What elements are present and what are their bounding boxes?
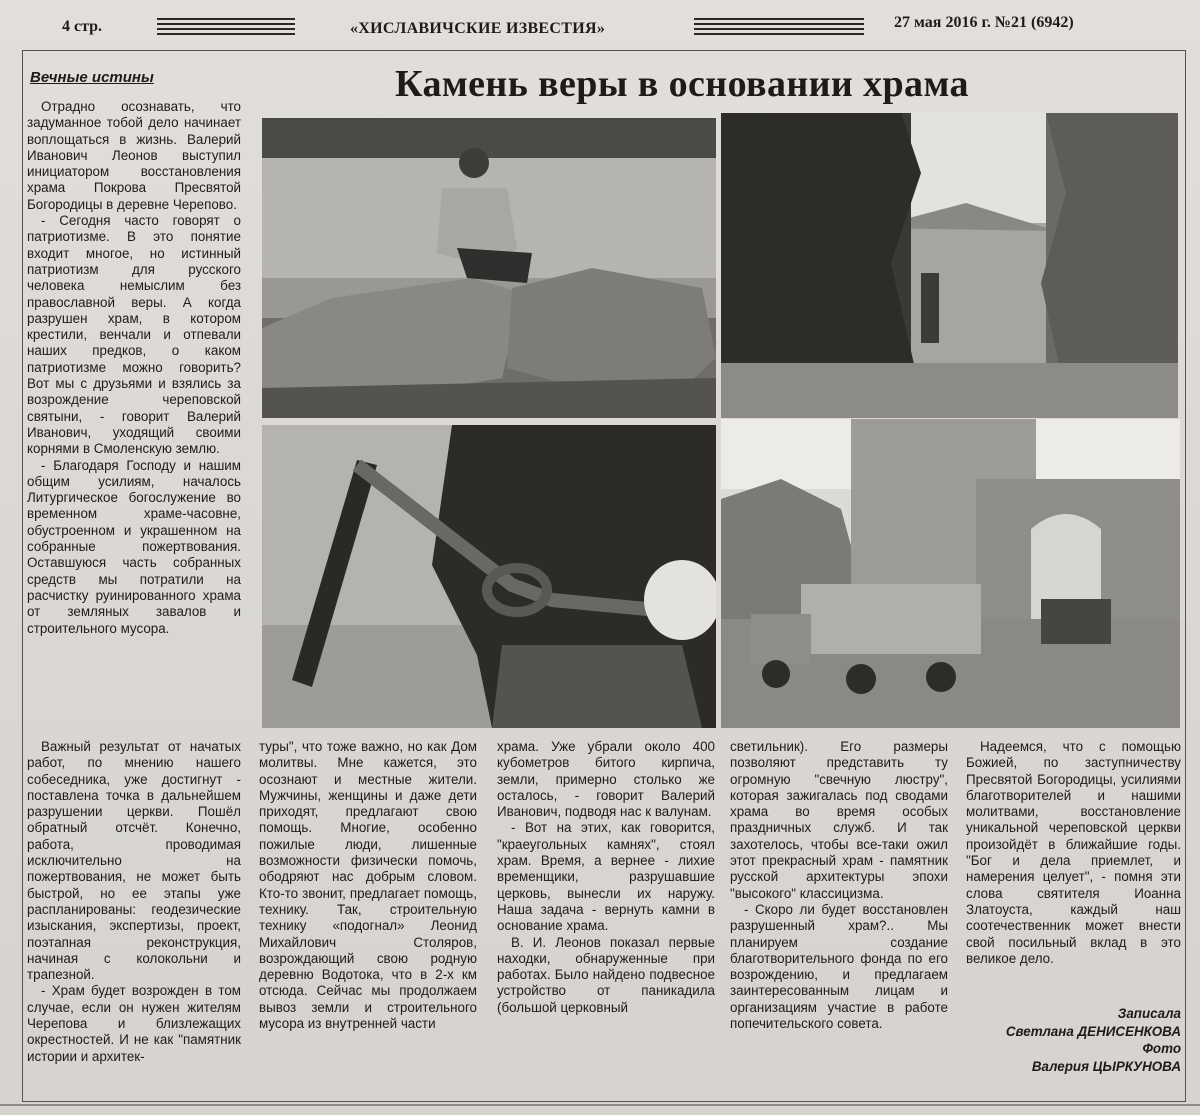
paragraph: Важный результат от начатых работ, по мнению нашего собеседника, уже достигнут - поставлена точка в дальнейшем разрушении церкви. Пошёл обратный отсчёт. Конечно, работа, проводимая исключительно на пожертвования, не может быть быстрой, но ее этапы уже распланированы: геодезические изыскания, экспертизы, проект, поэтапная реконструкция, начиная с колокольни и трапезной. (27, 739, 241, 983)
column-1 (27, 739, 241, 1084)
issue-date: 27 мая 2016 г. №21 (6942) (894, 14, 1074, 31)
article-headline: Камень веры в основании храма (395, 63, 969, 105)
paragraph: - Благодаря Господу и нашим общим усилиям, началось Литургическое богослужение во временном храме-часовне, обустроенном и украшенном на собранные пожертвования. Оставшуюся часть собранных средств мы потратили на расчистку руинированного храма от земляных завалов и строительного мусора. (27, 457, 241, 636)
paragraph: - Храм будет возрожден в том случае, если он нужен жителям Черепова и близлежащих окрестностей. И не как "памятник истории и архитек- (27, 983, 241, 1064)
credit-written-name: Светлана ДЕНИСЕНКОВА (1005, 1023, 1181, 1039)
paragraph: - Скоро ли будет восстановлен разрушенный храм?.. Мы планируем создание благотворительного фонда по его возрождению, и предлагаем заинтересованным лицам и организациям участие в работе попечительского совета. (730, 901, 948, 1032)
rubric: Вечные истины (30, 69, 154, 86)
photo-truck-at-ruins (721, 419, 1180, 728)
credit-photo-name: Валерия ЦЫРКУНОВА (1031, 1058, 1181, 1074)
paragraph: - Сегодня часто говорят о патриотизме. В это понятие входит многое, но истинный патриотизм для русского человека немыслим без православной веры. А когда разрушен храм, в котором крестили, венчали и отпевали наших предков, о каком патриотизме можно говорить? Вот мы с друзьями и взялись за возрождение череповской святыни, - говорит Валерий Иванович, уходящий своими корнями в Смоленскую землю. (27, 213, 241, 457)
page-number: 4 стр. (62, 18, 103, 35)
paragraph: Надеемся, что с помощью Божией, по заступничеству Пресвятой Богородицы, усилиями благотворителей и нашими молитвами, восстановление уникальной череповской церкви произойдёт в ближайшие годы. "Бог и дела приемлет, и намерения целует", - помня эти слова святителя Иоанна Златоуста, каждый наш соотечественник может внести свой посильный вклад в это великое дело. (966, 739, 1181, 966)
paragraph: туры", что тоже важно, но как Дом молитвы. Мне кажется, это осознают и местные жители. Мужчины, женщины и даже дети приходят, предлагают свою помощь. Многие, особенно пожилые люди, лишенные возможности физически помочь, ободряют нас добрым словом. Кто-то звонит, предлагает помощь, технику. Так, строительную технику «подогнал» Леонид Михайлович Столяров, возрождающий свою родную деревню Водотока, что в 2-х км отсюда. Сейчас мы продолжаем вывоз земли и строительного мусора из внутренней части (259, 739, 477, 1032)
paragraph: светильник). Его размеры позволяют представить ту огромную "свечную люстру", которая зажигалась под сводами храма во время особых праздничных служб. И так захотелось, чтобы все-таки ожил этот прекрасный храм - памятник русской архитектуры эпохи "высокого" классицизма. (730, 739, 948, 901)
column-3 (497, 739, 715, 1084)
photo-man-on-boulder (262, 118, 716, 418)
photo-pickaxe-and-chain (262, 425, 716, 728)
bottom-rule (0, 1104, 1200, 1106)
header-rule-left (157, 18, 295, 40)
paragraph: храма. Уже убрали около 400 кубометров битого кирпича, земли, примерно столько же осталось, - говорит Валерий Иванович, подводя нас к валунам. (497, 739, 715, 820)
header-rule-right (694, 18, 864, 40)
paragraph: - Вот на этих, как говорится, "краеугольных камнях", стоял храм. Время, а вернее - лихие временщики, разрушавшие церковь, вынесли их наружу. Наша задача - вернуть камни в основание храма. (497, 820, 715, 934)
article-credits (966, 1005, 1181, 1075)
credit-written-label: Записала (1117, 1006, 1181, 1021)
paragraph: В. И. Леонов показал первые находки, обнаруженные при работах. Было найдено подвесное устройство от паникадила (большой церковный (497, 934, 715, 1015)
paragraph: Отрадно осознавать, что задуманное тобой дело начинает воплощаться в жизнь. Валерий Иванович Леонов выступил инициатором восстановления храма Покрова Пресвятой Богородицы в деревне Черепово. (27, 99, 241, 212)
left-column (27, 99, 241, 725)
photo-chapel-through-ruins (721, 113, 1178, 418)
newspaper-name: «ХИСЛАВИЧСКИЕ ИЗВЕСТИЯ» (350, 20, 606, 37)
column-2 (259, 739, 477, 1084)
credit-photo-label: Фото (1142, 1041, 1181, 1056)
column-5 (966, 739, 1181, 999)
column-4 (730, 739, 948, 1084)
